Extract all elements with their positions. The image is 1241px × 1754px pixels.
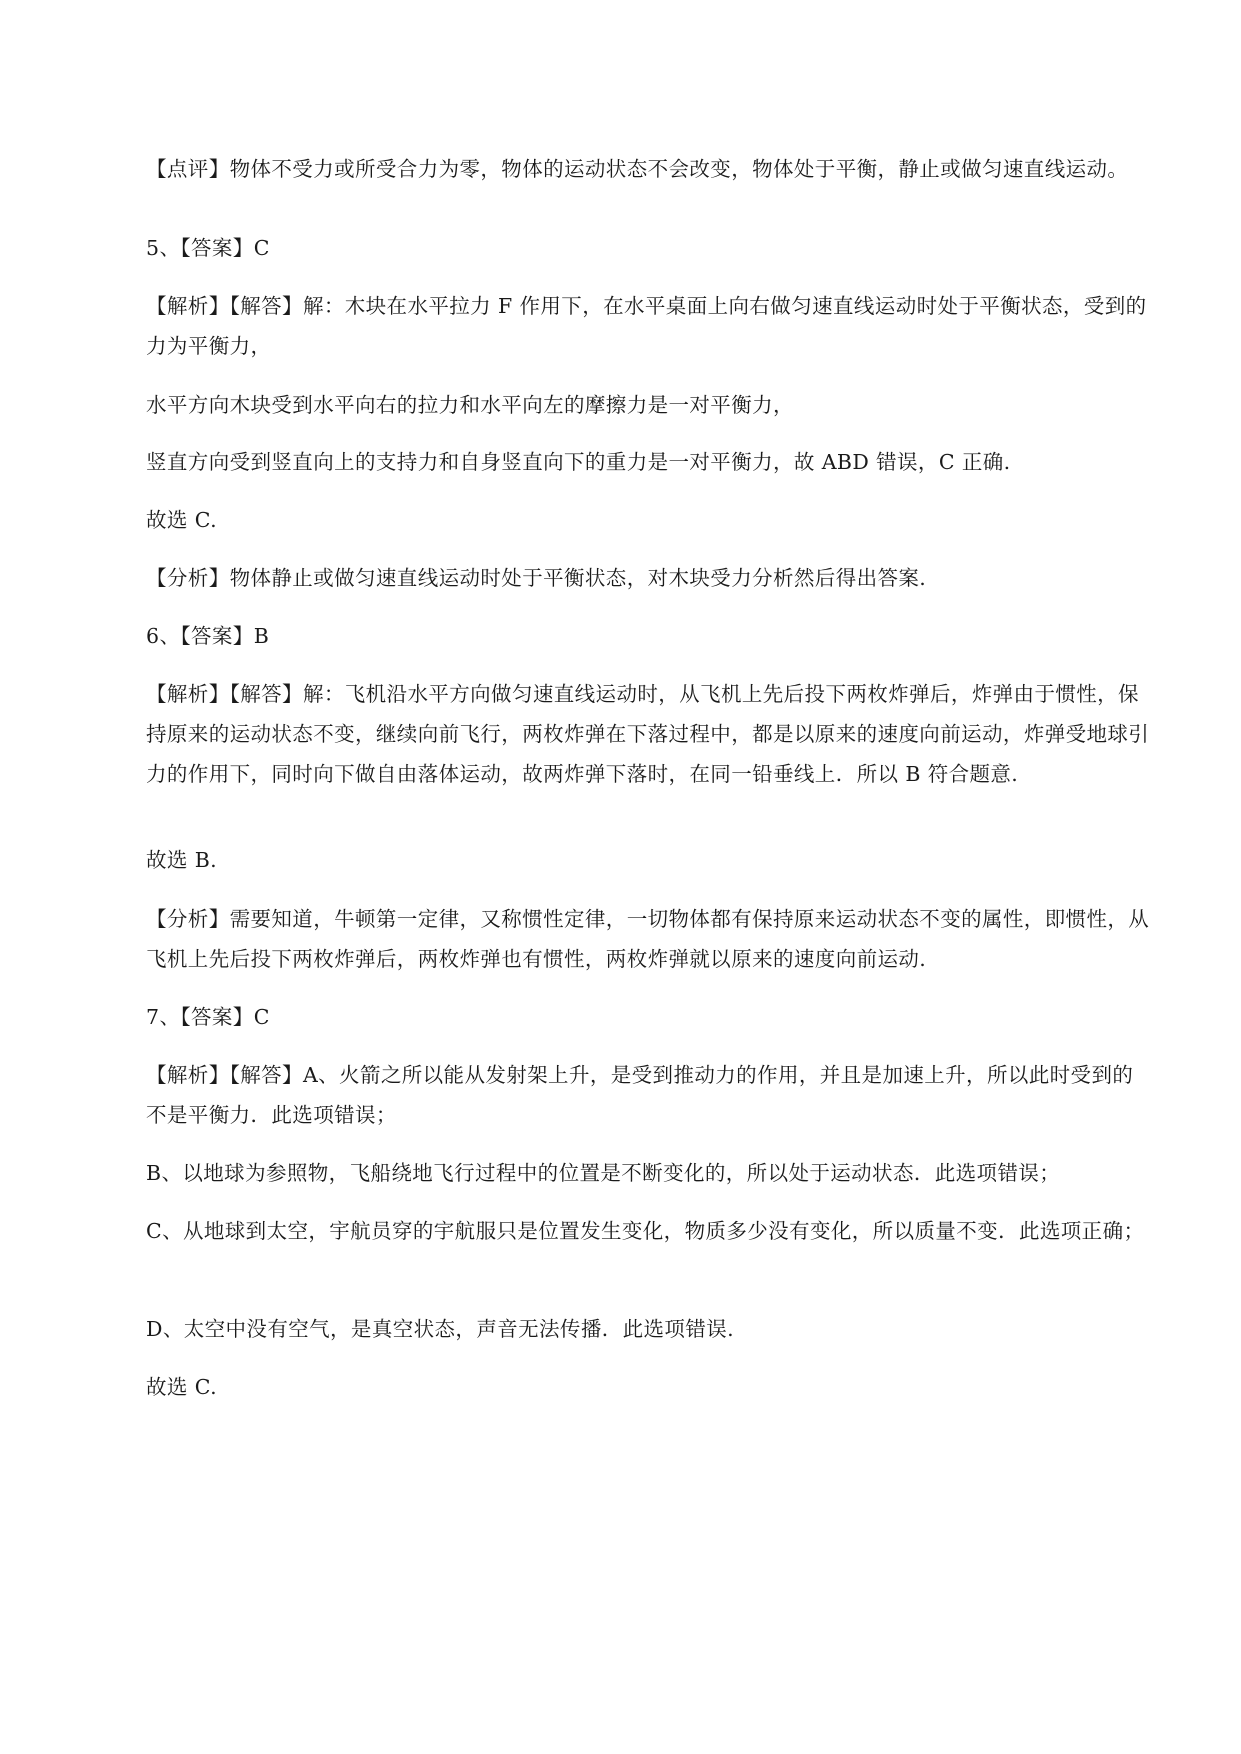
analysis-option-a: 【解析】【解答】A、火箭之所以能从发射架上升，是受到推动力的作用，并且是加速上升，所以此时受到的不是平衡力．此选项错误； (146, 1063, 1134, 1127)
summary-paragraph-5: 【分析】物体静止或做匀速直线运动时处于平衡状态，对木块受力分析然后得出答案. (146, 566, 927, 590)
choice-line-7: 故选 C. (146, 1375, 217, 1399)
analysis-paragraph-6: 【解析】【解答】解：飞机沿水平方向做匀速直线运动时，从飞机上先后投下两枚炸弹后，炸弹由于惯性，保持原来的运动状态不变，继续向前飞行，两枚炸弹在下落过程中，都是以原来的速度向前运动，炸弹受地球引力的作用下，同时向下做自由落体运动，故两炸弹下落时，在同一铅垂线上．所以 B 符合题意. (146, 682, 1150, 786)
analysis-line-vertical: 竖直方向受到竖直向上的支持力和自身竖直向下的重力是一对平衡力，故 ABD 错误，C 正确. (146, 450, 1011, 474)
analysis-option-d: D、太空中没有空气，是真空状态，声音无法传播．此选项错误. (146, 1317, 735, 1341)
analysis-option-c: C、从地球到太空，宇航员穿的宇航服只是位置发生变化，物质多少没有变化，所以质量不变．此选项正确； (146, 1219, 1145, 1243)
comment-paragraph: 【点评】物体不受力或所受合力为零，物体的运动状态不会改变，物体处于平衡，静止或做匀速直线运动。 (146, 157, 1129, 181)
choice-line-6: 故选 B. (146, 848, 218, 872)
answer-heading-7: 7、【答案】C (146, 1005, 270, 1029)
answer-heading-5: 5、【答案】C (146, 236, 270, 260)
analysis-option-b: B、以地球为参照物，飞船绕地飞行过程中的位置是不断变化的，所以处于运动状态．此选项错误； (146, 1161, 1061, 1185)
analysis-line-horizontal: 水平方向木块受到水平向右的拉力和水平向左的摩擦力是一对平衡力， (146, 393, 794, 417)
choice-line-5: 故选 C. (146, 508, 217, 532)
answer-heading-6: 6、【答案】B (146, 624, 270, 648)
analysis-paragraph-5: 【解析】【解答】解：木块在水平拉力 F 作用下，在水平桌面上向右做匀速直线运动时处于平衡状态，受到的力为平衡力， (146, 294, 1147, 358)
summary-paragraph-6: 【分析】需要知道，牛顿第一定律，又称惯性定律，一切物体都有保持原来运动状态不变的属性，即惯性，从飞机上先后投下两枚炸弹后，两枚炸弹也有惯性，两枚炸弹就以原来的速度向前运动. (146, 907, 1150, 971)
